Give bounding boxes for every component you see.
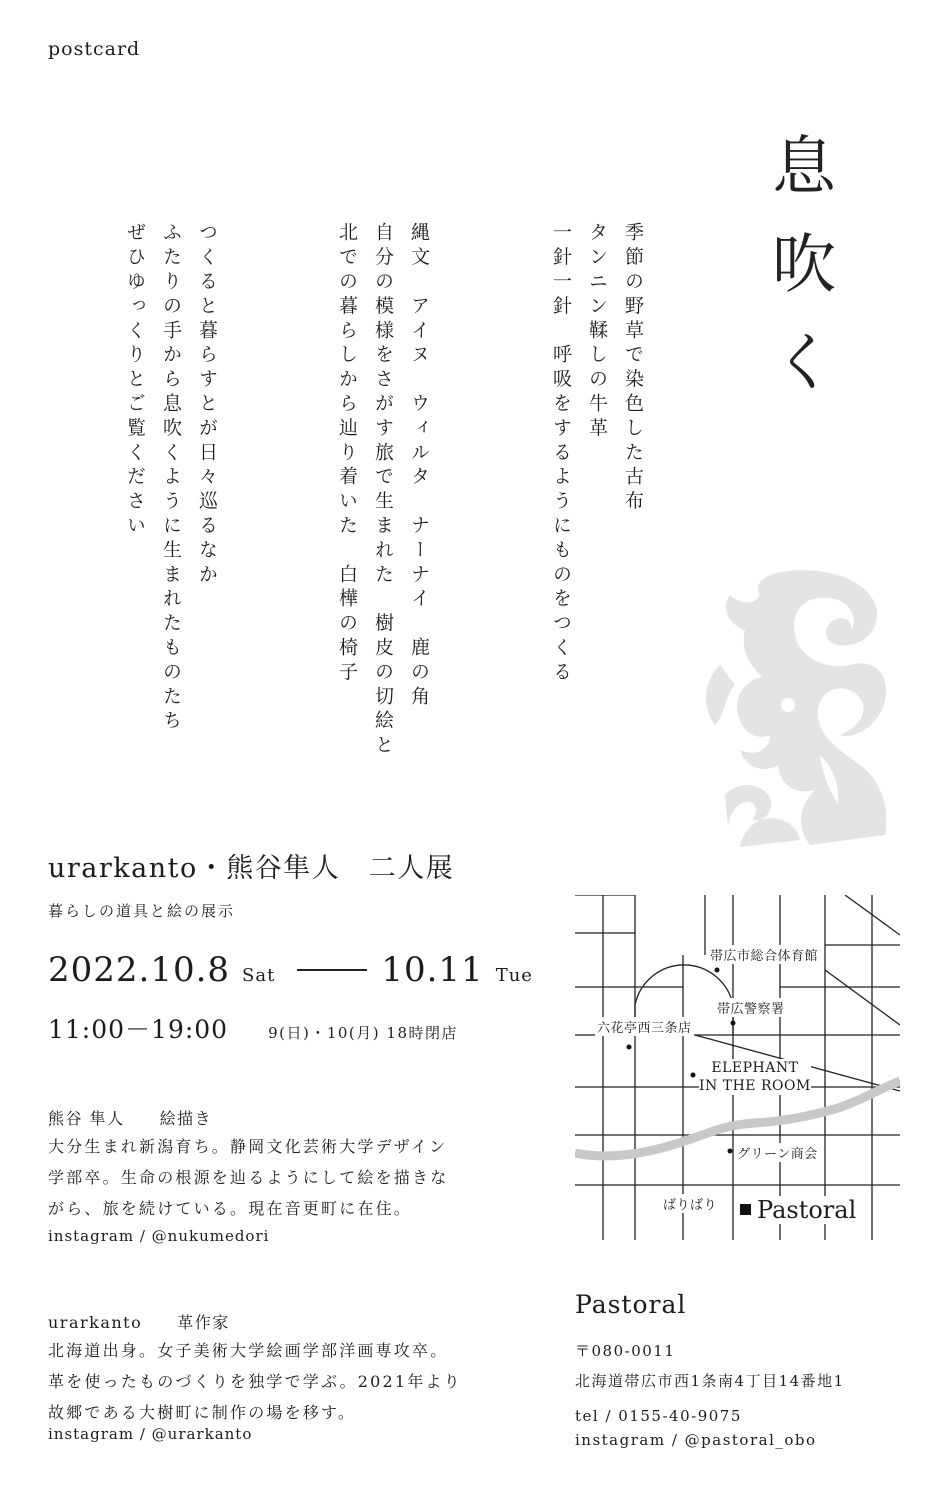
map-label-pastoral bbox=[737, 1196, 859, 1224]
venue-tel[interactable]: tel / 0155-40-9075 bbox=[575, 1407, 742, 1425]
map-label-police: 帯広警察署 bbox=[715, 998, 787, 1017]
map-label-gym: 帯広市総合体育館 bbox=[708, 945, 820, 964]
poem-line: 縄文 アイヌ ウィルタ ナーナイ 鹿の角 bbox=[408, 222, 430, 710]
postcard-label: postcard bbox=[48, 38, 141, 60]
poem-line: ぜひゆっくりとご覧ください bbox=[124, 222, 146, 540]
time-note: 9(日)・10(月) 18時閉店 bbox=[268, 1024, 458, 1042]
vertical-title: 息吹く bbox=[761, 132, 835, 426]
date-dash bbox=[297, 969, 367, 971]
emblem-graphic bbox=[700, 565, 900, 850]
poem-line: ふたりの手から息吹くように生まれたものたち bbox=[160, 222, 182, 735]
map-label-baribari: ばりばり bbox=[661, 1194, 719, 1213]
event-time bbox=[48, 1010, 458, 1046]
map-label-rokkatei: 六花亭西三条店 bbox=[595, 1017, 694, 1036]
artist1-heading: 熊谷 隼人 絵描き bbox=[48, 1109, 213, 1128]
artist1-instagram[interactable]: instagram / @nukumedori bbox=[48, 1227, 270, 1245]
poem-line: タンニン鞣しの牛革 bbox=[586, 222, 608, 442]
access-map bbox=[575, 895, 900, 1240]
artist2-instagram[interactable]: instagram / @urarkanto bbox=[48, 1425, 253, 1443]
event-title: urarkanto・熊谷隼人 二人展 bbox=[48, 853, 455, 884]
date-start: 2022.10.8 bbox=[48, 950, 231, 990]
artist2-heading: urarkanto 革作家 bbox=[48, 1313, 230, 1332]
pastoral-square-icon bbox=[740, 1204, 751, 1215]
venue-address: 北海道帯広市西1条南4丁目14番地1 bbox=[575, 1372, 845, 1390]
dow-end: Tue bbox=[495, 965, 533, 986]
venue-name: Pastoral bbox=[575, 1290, 687, 1319]
poem-line: 自分の模様をさがす旅で生まれた 樹皮の切絵と bbox=[372, 222, 394, 759]
map-label-green: グリーン商会 bbox=[735, 1143, 820, 1162]
date-end: 10.11 bbox=[381, 950, 484, 990]
poem-line: 季節の野草で染色した古布 bbox=[622, 222, 644, 515]
venue-instagram[interactable]: instagram / @pastoral_obo bbox=[575, 1431, 817, 1449]
poem-line: つくると暮らすとが日々巡るなか bbox=[196, 222, 218, 588]
event-date bbox=[48, 950, 551, 990]
map-label-elephant: ELEPHANT IN THE ROOM bbox=[699, 1060, 811, 1094]
poem-line: 北での暮らしから辿り着いた 白樺の椅子 bbox=[336, 222, 358, 686]
artist2-bio: 北海道出身。女子美術大学絵画学部洋画専攻卒。 革を使ったものづくりを独学で学ぶ。2021年より 故郷である大樹町に制作の場を移す。 bbox=[48, 1341, 462, 1422]
venue-postal: 〒080-0011 bbox=[575, 1342, 676, 1360]
poem-line: 一針一針 呼吸をするようにものをつくる bbox=[550, 222, 572, 686]
pastoral-label-text: Pastoral bbox=[757, 1196, 857, 1224]
dow-start: Sat bbox=[242, 965, 276, 986]
time-range: 11:00－19:00 bbox=[48, 1015, 229, 1044]
event-subtitle: 暮らしの道具と絵の展示 bbox=[48, 902, 236, 920]
artist1-bio: 大分生まれ新潟育ち。静岡文化芸術大学デザイン 学部卒。生命の根源を辿るようにして絵を描きな がら、旅を続けている。現在音更町に在住。 bbox=[48, 1137, 449, 1218]
